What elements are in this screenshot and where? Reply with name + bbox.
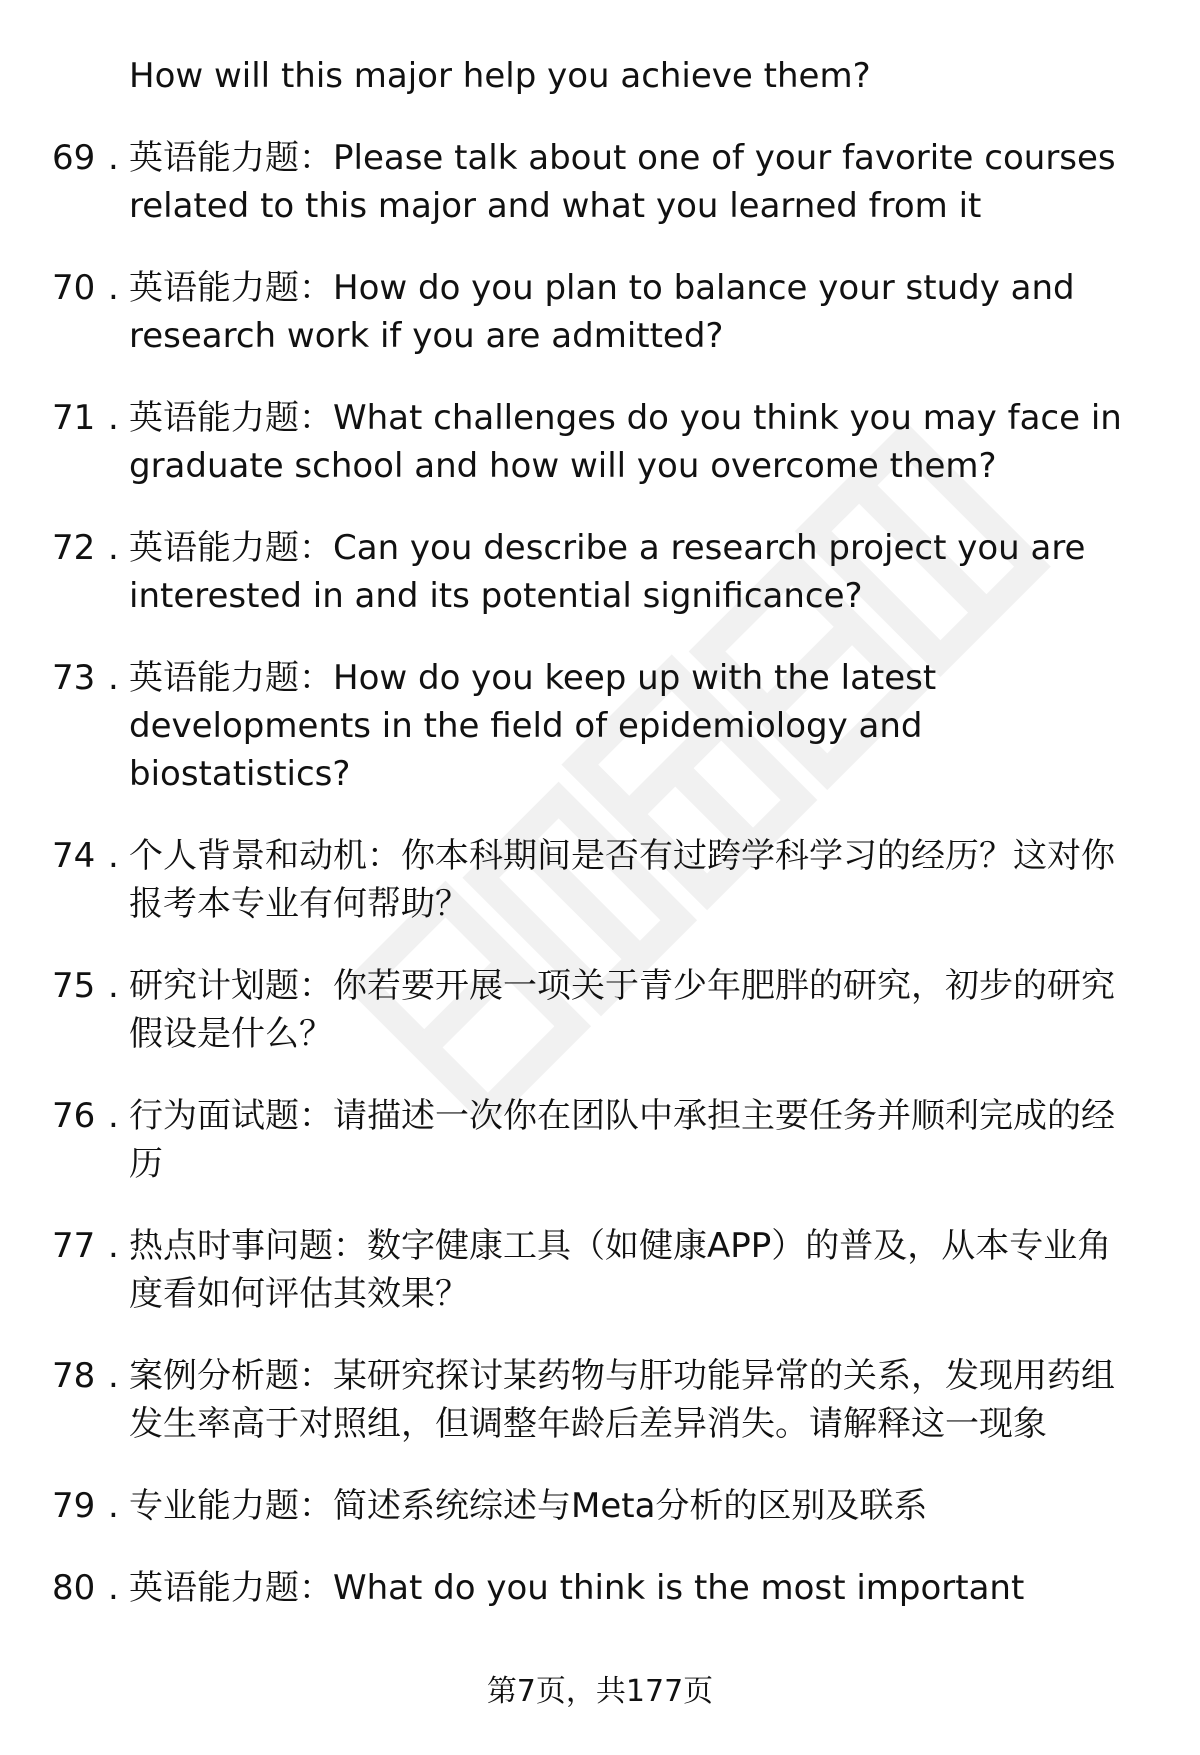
item-number: 69 — [52, 138, 96, 178]
item-number: 73 — [52, 658, 96, 698]
list-item — [0, 264, 1200, 360]
item-number: 71 — [52, 398, 96, 438]
item-number-dot: . — [108, 1096, 119, 1136]
item-number: 78 — [52, 1356, 96, 1396]
item-number: 76 — [52, 1096, 96, 1136]
item-text: 英语能力题：How do you plan to balance your study and research work if you are admitted? — [129, 268, 1075, 356]
list-item — [0, 654, 1200, 798]
item-number: 72 — [52, 528, 96, 568]
item-text: 英语能力题：Please talk about one of your favorite courses related to this major and what you learned from it — [129, 138, 1116, 226]
continuation-text: How will this major help you achieve them? — [129, 56, 871, 96]
list-item — [0, 394, 1200, 490]
item-number-dot: . — [108, 658, 119, 698]
item-number-dot: . — [108, 1356, 119, 1396]
item-text: 英语能力题：What do you think is the most important — [129, 1568, 1025, 1608]
item-number-dot: . — [108, 398, 119, 438]
item-number-dot: . — [108, 1226, 119, 1266]
item-text: 热点时事问题：数字健康工具（如健康APP）的普及，从本专业角度看如何评估其效果？ — [129, 1226, 1112, 1314]
list-item — [0, 1092, 1200, 1188]
item-number: 79 — [52, 1486, 96, 1526]
item-text: 英语能力题：Can you describe a research project you are interested in and its potential significance? — [129, 528, 1086, 616]
item-number-dot: . — [108, 966, 119, 1006]
item-text: 研究计划题：你若要开展一项关于青少年肥胖的研究，初步的研究假设是什么？ — [129, 966, 1115, 1054]
list-item — [0, 832, 1200, 928]
item-number-dot: . — [108, 1568, 119, 1608]
item-number-dot: . — [108, 268, 119, 308]
list-item — [0, 1222, 1200, 1318]
page-number-footer: 第7页，共177页 — [486, 1674, 714, 1709]
list-item — [0, 962, 1200, 1058]
list-item — [0, 1482, 1200, 1530]
item-number: 70 — [52, 268, 96, 308]
item-number: 74 — [52, 836, 96, 876]
item-number-dot: . — [108, 528, 119, 568]
item-text: 行为面试题：请描述一次你在团队中承担主要任务并顺利完成的经历 — [129, 1096, 1115, 1184]
item-text: 专业能力题：简述系统综述与Meta分析的区别及联系 — [129, 1486, 928, 1526]
item-number-dot: . — [108, 1486, 119, 1526]
list-item — [0, 134, 1200, 230]
list-item — [0, 1564, 1200, 1612]
item-text: 案例分析题：某研究探讨某药物与肝功能异常的关系，发现用药组发生率高于对照组，但调整年龄后差异消失。请解释这一现象 — [129, 1356, 1115, 1444]
item-text: 英语能力题：What challenges do you think you may face in graduate school and how will you overcome them? — [129, 398, 1122, 486]
item-number: 77 — [52, 1226, 96, 1266]
item-text: 个人背景和动机：你本科期间是否有过跨学科学习的经历？这对你报考本专业有何帮助？ — [129, 836, 1115, 924]
item-number: 75 — [52, 966, 96, 1006]
item-number-dot: . — [108, 836, 119, 876]
list-item — [0, 1352, 1200, 1448]
question-list — [0, 52, 1200, 1646]
list-item — [0, 524, 1200, 620]
item-number-dot: . — [108, 138, 119, 178]
item-text: 英语能力题：How do you keep up with the latest developments in the field of epidemiology and biostatistics? — [129, 658, 937, 794]
item-number: 80 — [52, 1568, 96, 1608]
